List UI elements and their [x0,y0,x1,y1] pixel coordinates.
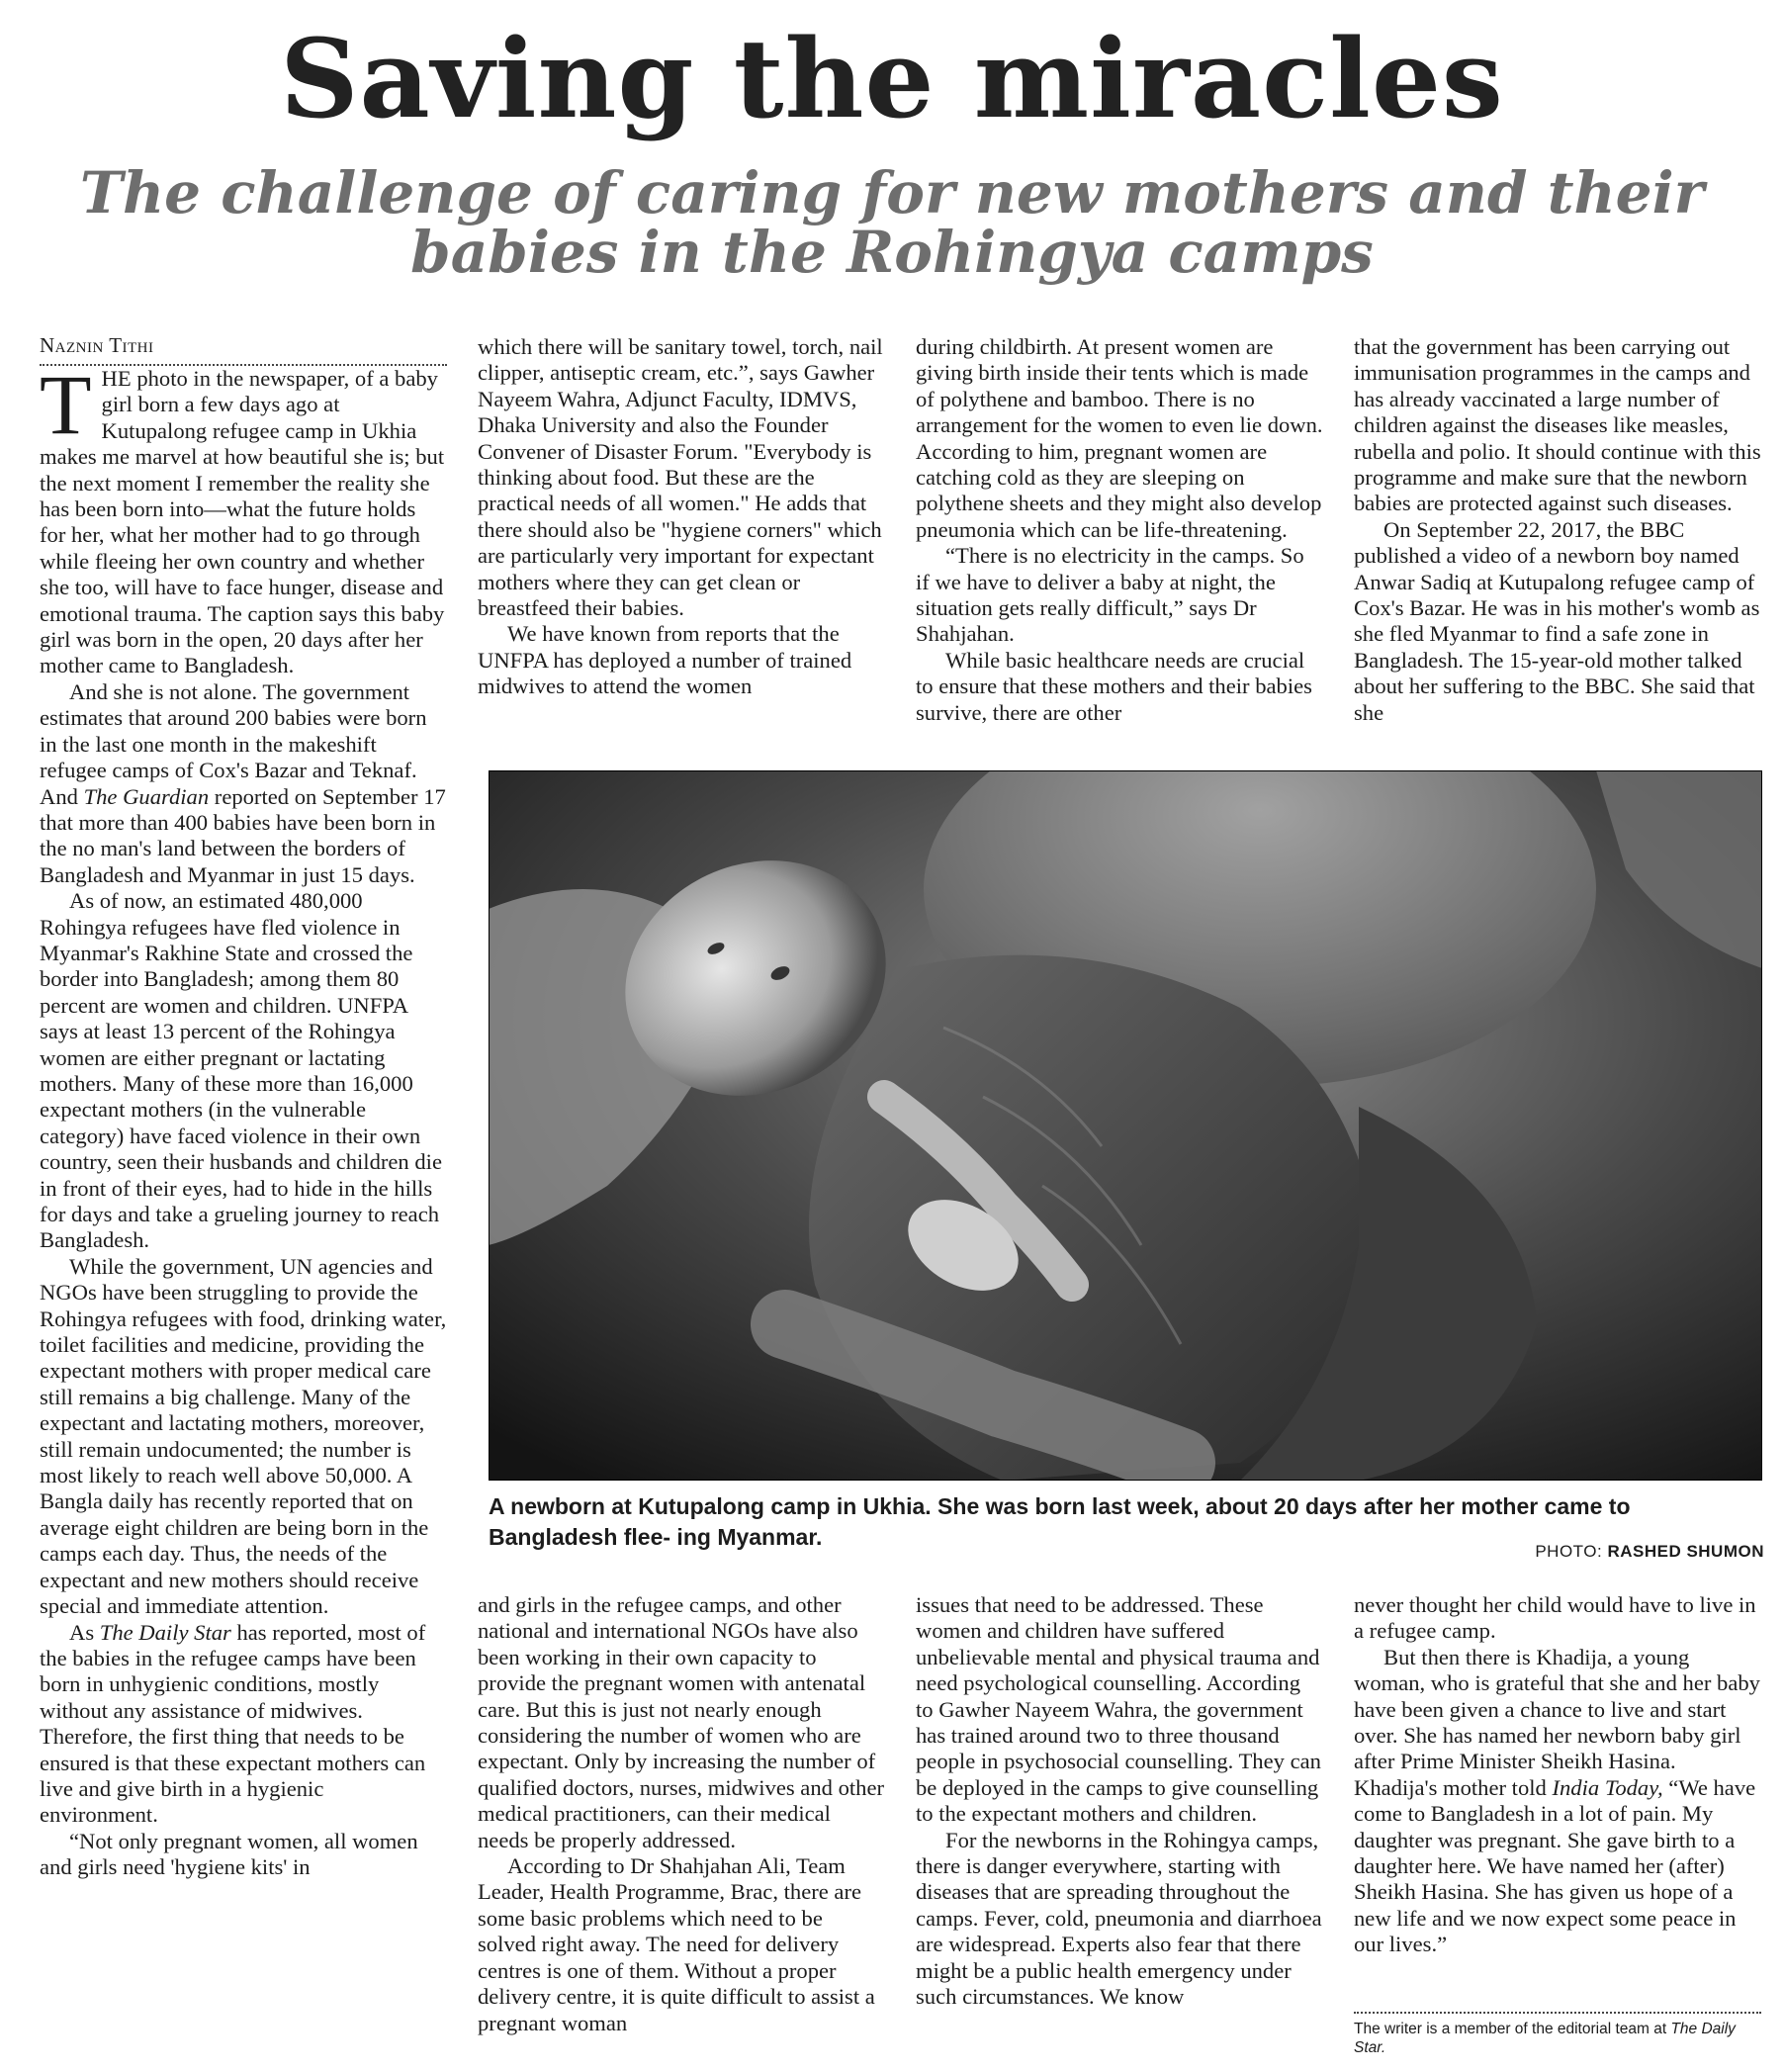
lead-paragraph-text: HE photo in the newspaper, of a baby girl born a few days ago at Kutupalong refugee camp in Ukhia makes me marvel at how beautiful she is; but the next moment I remember the reality she has been born into—what the future holds for her, what her mother had to go through while fleeing her own country and whether she too, will have to face hunger, disease and emotional trauma. The caption says this baby girl was born in the open, 20 days after her mother came to Bangladesh. [40,366,445,678]
article-column-3-top [916,334,1323,750]
paragraph: For the newborns in the Rohingya camps, there is danger everywhere, starting with diseases that are spreading throughout the camps. Fever, cold, pneumonia and diarrhoea are widespread. Experts also fear that there might be a public health emergency under such circumstances. We know [916,1827,1322,2010]
paragraph: We have known from reports that the UNFPA has deployed a number of trained midwives to attend the women [478,621,852,699]
article-column-3-bottom [916,1592,1323,2069]
writer-note: The writer is a member of the editorial team at The Daily Star. [1354,2012,1761,2057]
drop-cap: T [40,366,92,452]
paragraph: According to Dr Shahjahan Ali, Team Leader, Health Programme, Brac, there are some basic problems which need to be solved right away. The need for delivery centres is one of them. Without a proper delivery centre, it is quite difficult to assist a pregnant woman [478,1853,875,2035]
paragraph: “Not only pregnant women, all women and girls need 'hygiene kits' in [40,1828,418,1880]
lead-paragraph [40,366,447,679]
article-column-1 [40,366,447,2067]
headline: Saving the miracles [280,15,1504,142]
article-column-4-top [1354,334,1761,750]
paragraph: As of now, an estimated 480,000 Rohingya refugees have fled violence in Myanmar's Rakhine State and crossed the border into Bangladesh; among them 80 percent are women and children. UNFPA says at least 13 percent of the Rohingya women are either pregnant or lactating mothers. Many of these more than 16,000 expectant mothers (in the vulnerable category) have faced violence in their own country, seen their husbands and children die in front of their eyes, had to hide in the hills for days and take a grueling journey to reach Bangladesh. [40,888,442,1253]
article-column-4-bottom [1354,1592,1761,1998]
article-column-2-top [478,334,885,750]
article-column-2-bottom [478,1592,885,2069]
paragraph: On September 22, 2017, the BBC published a video of a newborn boy named Anwar Sadiq at Kutupalong refugee camp of Cox's Bazar. He was in his mother's womb as she fled Myanmar to find a safe zone in Bangladesh. The 15-year-old mother talked about her suffering to the BBC. She said that she [1354,516,1760,725]
paragraph: As The Daily Star has reported, most of the babies in the refugee camps have been born in unhygienic conditions, mostly without any assistance of midwives. Therefore, the first thing that needs to be ensured is that these expectant mothers can live and give birth in a hygienic environment. [40,1619,426,1828]
paragraph: While the government, UN agencies and NGOs have been struggling to provide the Rohingya refugees with food, drinking water, toilet facilities and medicine, providing the expectant mothers with proper medical care still remains a big challenge. Many of the expectant and lactating mothers, moreover, still remain undocumented; the number is most likely to reach well above 50,000. A Bangla daily has recently reported that on average eight children are being born in the camps each day. Thus, the needs of the expectant and new mothers should receive special and immediate attention. [40,1253,447,1619]
paragraph: issues that need to be addressed. These women and children have suffered unbelievable mental and physical trauma and need psychological counselling. According to Gawher Nayeem Wahra, the government has trained around two to three thousand people in psychosocial counselling. They can be deployed in the camps to give counselling to the expectant mothers and children. [916,1592,1321,1827]
newborn-photo [489,770,1762,1481]
paragraph: “There is no electricity in the camps. So if we have to deliver a baby at night, the situation gets really difficult,” says Dr Shahjahan. [916,543,1304,647]
deck-subheadline: The challenge of caring for new mothers and their babies in the Rohingya camps [79,159,1705,286]
paragraph: And she is not alone. The government estimates that around 200 babies were born in the last one month in the makeshift refugee camps of Cox's Bazar and Teknaf. And The Guardian reported on September 17 that more than 400 babies have been born in the no man's land between the borders of Bangladesh and Myanmar in just 15 days. [40,678,446,887]
paragraph: and girls in the refugee camps, and other national and international NGOs have also been working in their own capacity to provide the pregnant women with antenatal care. But this is just not nearly enough considering the number of women who are expectant. Only by increasing the number of qualified doctors, nurses, midwives and other medical practitioners, can their medical needs be properly addressed. [478,1592,884,1852]
byline: Naznin Tithi [40,333,447,366]
photo-caption: A newborn at Kutupalong camp in Ukhia. She was born last week, about 20 days after her mother came to Bangladesh flee- ing Myanmar. [489,1493,1631,1550]
paragraph: never thought her child would have to live in a refugee camp. [1354,1592,1756,1644]
paragraph: which there will be sanitary towel, torch, nail clipper, antiseptic cream, etc.”, says Gawher Nayeem Wahra, Adjunct Faculty, IDMVS, Dhaka University and also the Founder Convener of Disaster Forum. "Everybody is thinking about food. But these are the practical needs of all women." He adds that there should also be "hygiene corners" which are particularly very important for expectant mothers where they can get clean or breastfeed their babies. [478,334,883,621]
paragraph: that the government has been carrying out immunisation programmes in the camps and has already vaccinated a large number of children against the diseases like measles, rubella and polio. It should continue with this programme and make sure that the newborn babies are protected against such diseases. [1354,334,1761,516]
paragraph: While basic healthcare needs are crucial to ensure that these mothers and their babies survive, there are other [916,647,1312,725]
newborn-photo-illustration [489,770,1762,1481]
paragraph: But then there is Khadija, a young woman, who is grateful that she and her baby have been given a chance to live and start over. She has named her newborn baby girl after Prime Minister Sheikh Hasina. Khadija's mother told India Today, “We have come to Bangladesh in a lot of pain. My daughter was pregnant. She gave birth to a daughter here. We have named her (after) Sheikh Hasina. She has given us hope of a new life and we now expect some peace in our lives.” [1354,1644,1760,1957]
paragraph: during childbirth. At present women are giving birth inside their tents which is made of polythene and bamboo. There is no arrangement for the women to even lie down. According to him, pregnant women are catching cold as they are sleeping on polythene sheets and they might also develop pneumonia which can be life-threatening. [916,334,1323,542]
photo-credit: PHOTO: RASHED SHUMON [1535,1542,1764,1561]
